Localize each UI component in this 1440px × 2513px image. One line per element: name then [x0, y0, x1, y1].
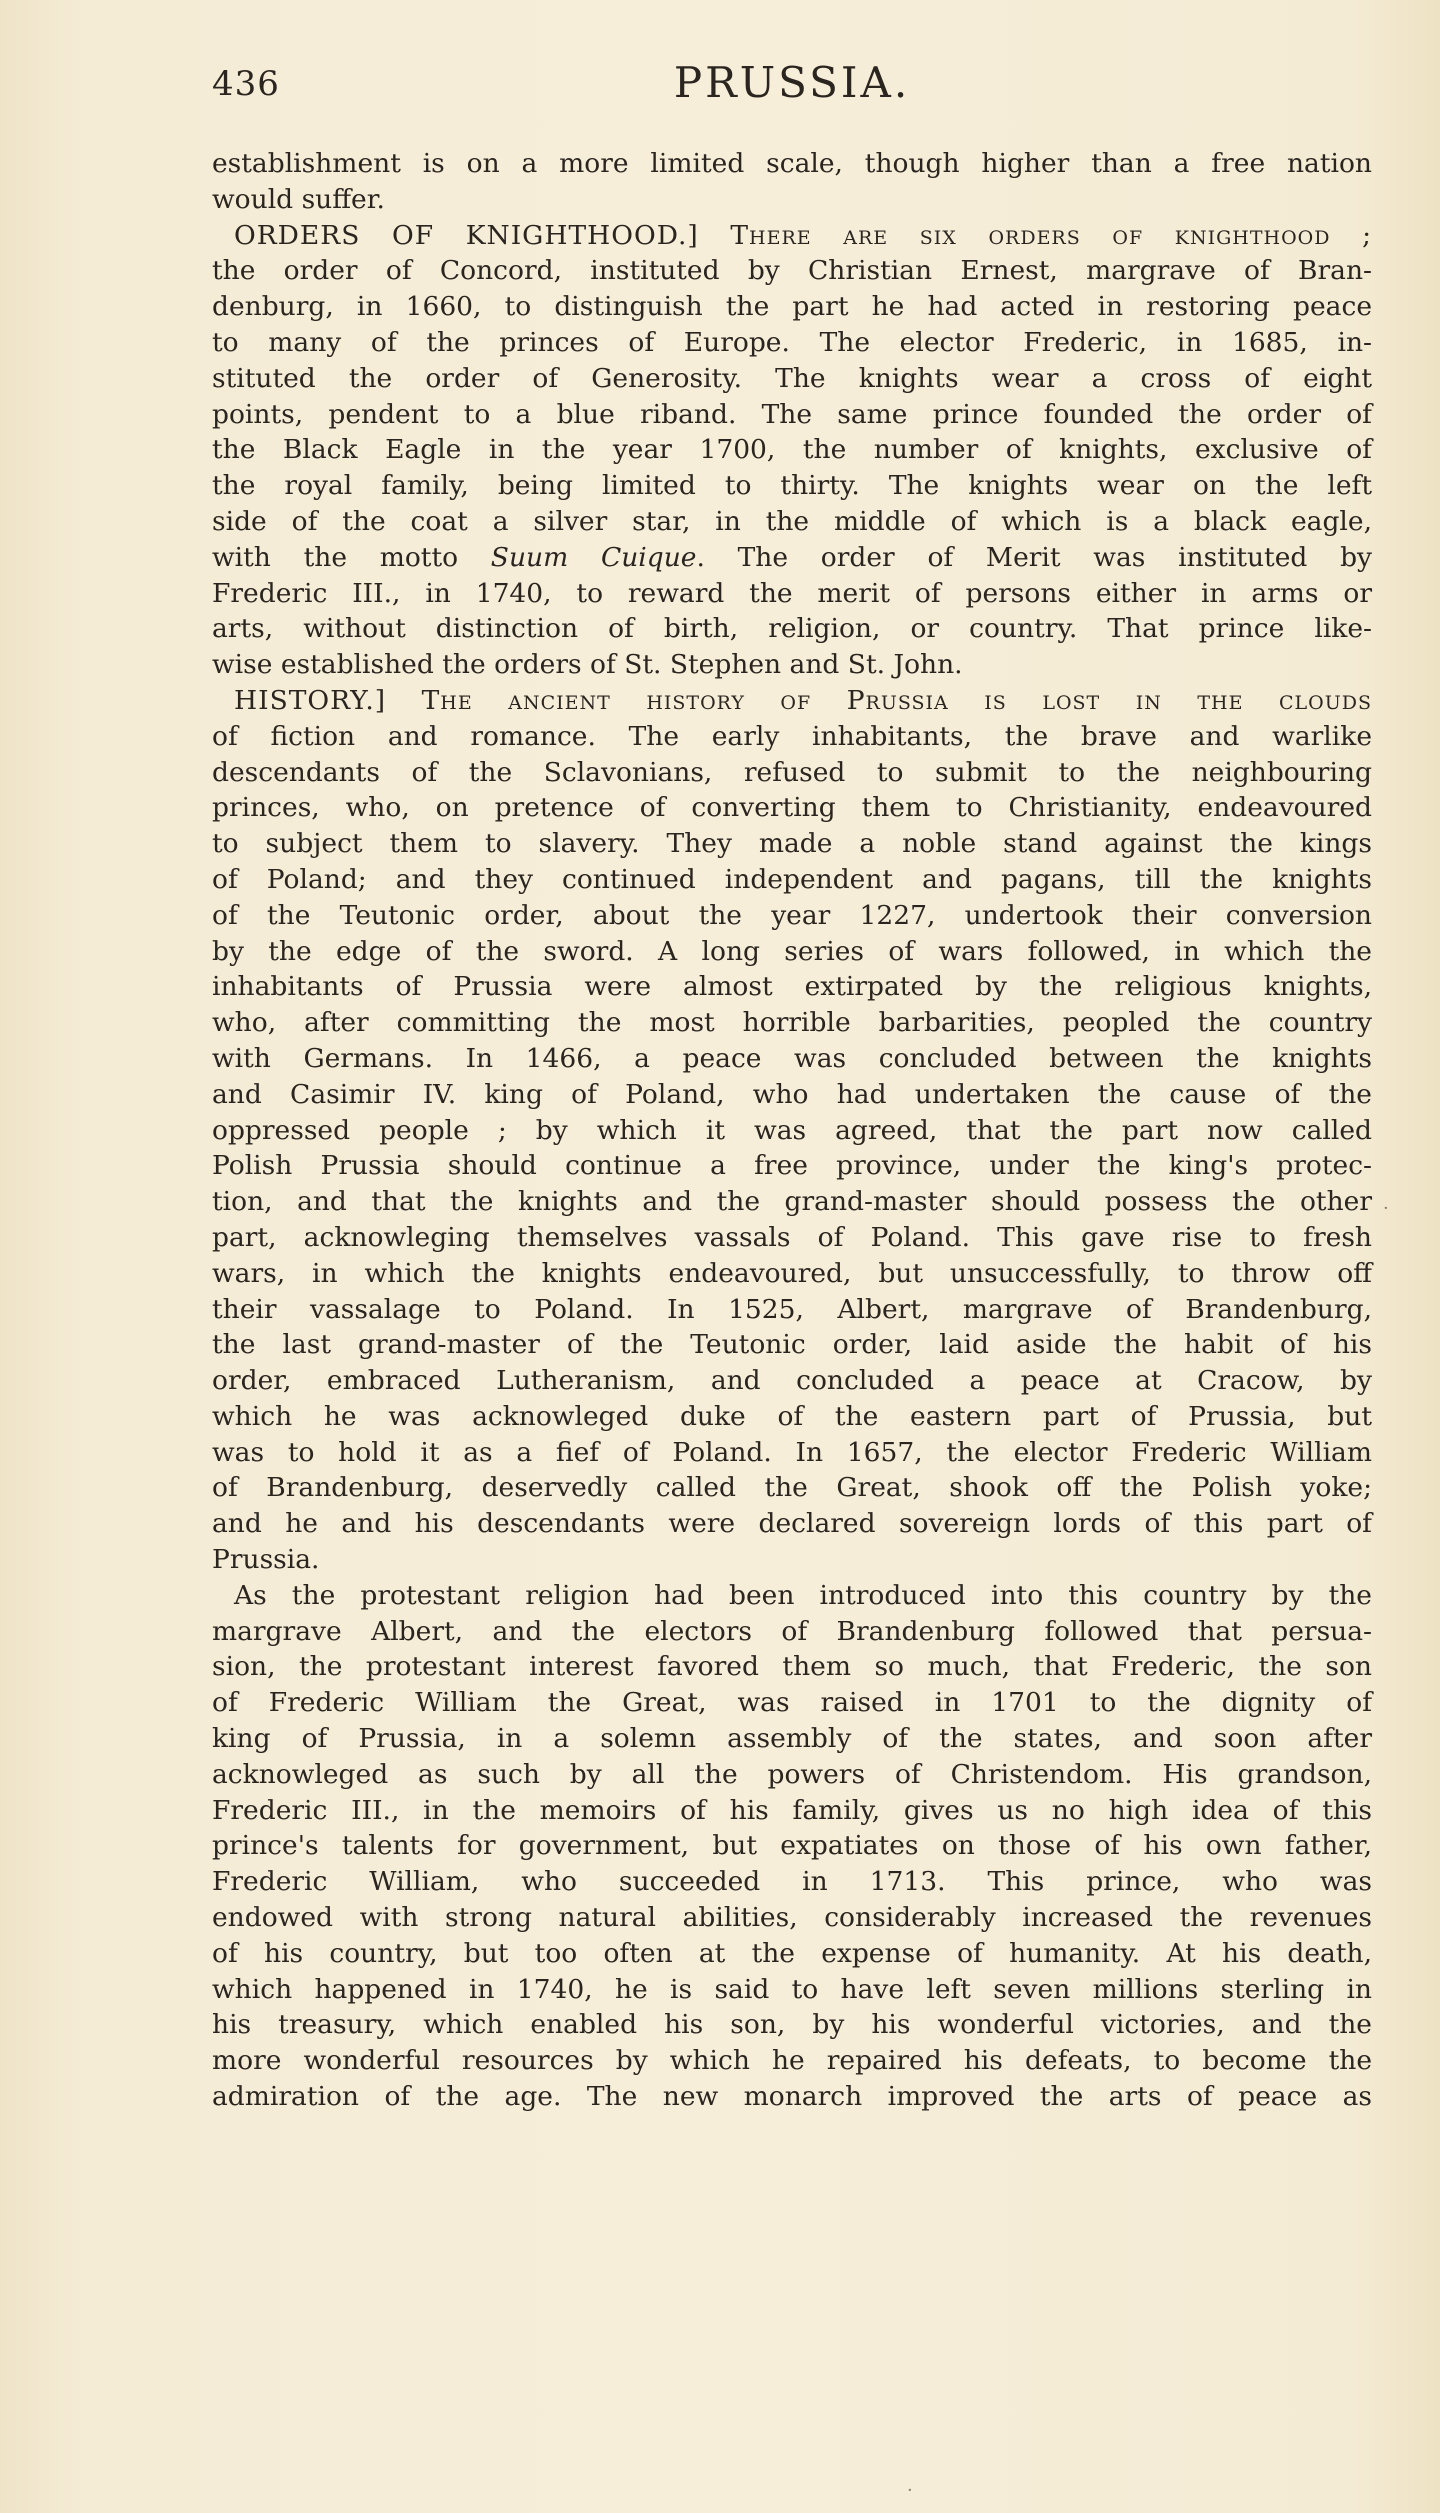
text-line: denburg, in 1660, to distinguish the part he had acted in restoring peace — [212, 291, 1372, 323]
page-speck: · — [907, 2480, 913, 2501]
text-line: king of Prussia, in a solemn assembly of the states, and soon after — [212, 1723, 1372, 1755]
text-line: wars, in which the knights endeavoured, but unsuccessfully, to throw off — [212, 1257, 1372, 1289]
text-line: the last grand-master of the Teutonic order, laid aside the habit of his — [212, 1329, 1372, 1361]
text-line: sion, the protestant interest favored them so much, that Frederic, the son — [212, 1651, 1372, 1683]
text-line: of Frederic William the Great, was raised in 1701 to the dignity of — [212, 1687, 1372, 1719]
text-line: admiration of the age. The new monarch improved the arts of peace as — [212, 2081, 1372, 2113]
text-line: with Germans. In 1466, a peace was concluded between the knights — [212, 1042, 1372, 1074]
text-line: oppressed people ; by which it was agreed, that the part now called — [212, 1114, 1372, 1146]
text-line: the order of Concord, instituted by Christian Ernest, margrave of Bran- — [212, 255, 1372, 287]
text-line: tion, and that the knights and the grand-master should possess the other — [212, 1186, 1372, 1218]
text-line: Frederic III., in the memoirs of his family, gives us no high idea of this — [212, 1794, 1372, 1826]
text-line: descendants of the Sclavonians, refused to submit to the neighbouring — [212, 756, 1372, 788]
text-line: Frederic III., in 1740, to reward the merit of persons either in arms or — [212, 577, 1372, 609]
running-head — [212, 58, 1372, 118]
text-line: the royal family, being limited to thirty. The knights wear on the left — [212, 470, 1372, 502]
page-speck: · — [1383, 1198, 1389, 1219]
text-line: would suffer. — [212, 183, 385, 215]
text-line: and Casimir IV. king of Poland, who had undertaken the cause of the — [212, 1078, 1372, 1110]
text-line: his treasury, which enabled his son, by his wonderful victories, and the — [212, 2009, 1372, 2041]
text-line: which happened in 1740, he is said to have left seven millions sterling in — [212, 1973, 1372, 2005]
text-line: order, embraced Lutheranism, and concluded a peace at Cracow, by — [212, 1365, 1372, 1397]
text-line: of Brandenburg, deservedly called the Great, shook off the Polish yoke; — [212, 1472, 1372, 1504]
text-line: more wonderful resources by which he repaired his defeats, to become the — [212, 2045, 1372, 2077]
text-line: of his country, but too often at the expense of humanity. At his death, — [212, 1937, 1372, 1969]
text-line: of the Teutonic order, about the year 1227, undertook their conversion — [212, 899, 1372, 931]
text-line: by the edge of the sword. A long series of wars followed, in which the — [212, 935, 1372, 967]
text-line: arts, without distinction of birth, religion, or country. That prince like- — [212, 613, 1372, 645]
text-line: side of the coat a silver star, in the middle of which is a black eagle, — [212, 505, 1372, 537]
text-line: with the motto Suum Cuique. The order of Merit was instituted by — [212, 541, 1373, 573]
text-line: points, pendent to a blue riband. The same prince founded the order of — [212, 398, 1372, 430]
text-line: Frederic William, who succeeded in 1713. This prince, who was — [212, 1866, 1372, 1898]
text-line: establishment is on a more limited scale, though higher than a free nation — [212, 148, 1372, 179]
text-line: the Black Eagle in the year 1700, the number of knights, exclusive of — [212, 434, 1372, 466]
motto-text: Suum Cuique — [490, 541, 697, 573]
section-heading-history: HISTORY.] The ancient history of Prussia is lost in the clouds — [234, 684, 1372, 716]
page-number: 436 — [212, 64, 280, 104]
text-line: princes, who, on pretence of converting them to Christianity, endeavoured — [212, 792, 1372, 824]
text-line: to many of the princes of Europe. The elector Frederic, in 1685, in- — [212, 326, 1372, 358]
text-line: prince's talents for government, but expatiates on those of his own father, — [212, 1830, 1372, 1862]
text-line: of fiction and romance. The early inhabitants, the brave and warlike — [212, 720, 1372, 752]
text-line: who, after committing the most horrible barbarities, peopled the country — [212, 1007, 1372, 1039]
text-line: wise established the orders of St. Stephen and St. John. — [212, 649, 963, 681]
text-line: to subject them to slavery. They made a noble stand against the kings — [212, 828, 1372, 860]
text-line: endowed with strong natural abilities, considerably increased the revenues — [212, 1902, 1372, 1934]
text-line: their vassalage to Poland. In 1525, Albert, margrave of Brandenburg, — [212, 1293, 1372, 1325]
body-text — [212, 146, 1372, 2115]
section-heading-orders-of-knighthood: ORDERS OF KNIGHTHOOD.] There are six orders of knighthood ; — [234, 219, 1372, 251]
text-line: which he was acknowleged duke of the eastern part of Prussia, but — [212, 1400, 1372, 1432]
text-line: Polish Prussia should continue a free province, under the king's protec- — [212, 1150, 1372, 1182]
paragraph-start: As the protestant religion had been introduced into this country by the — [234, 1579, 1372, 1611]
text-line: was to hold it as a fief of Poland. In 1657, the elector Frederic William — [212, 1436, 1372, 1468]
text-line: acknowleged as such by all the powers of Christendom. His grandson, — [212, 1758, 1372, 1790]
text-line: stituted the order of Generosity. The knights wear a cross of eight — [212, 362, 1372, 394]
text-line: Prussia. — [212, 1544, 320, 1576]
text-line: inhabitants of Prussia were almost extirpated by the religious knights, — [212, 971, 1372, 1003]
text-line: part, acknowleging themselves vassals of Poland. This gave rise to fresh — [212, 1221, 1372, 1253]
text-line: of Poland; and they continued independent and pagans, till the knights — [212, 863, 1372, 895]
page-title: PRUSSIA. — [673, 58, 911, 107]
text-line: and he and his descendants were declared sovereign lords of this part of — [212, 1508, 1372, 1540]
text-line: margrave Albert, and the electors of Brandenburg followed that persua- — [212, 1615, 1372, 1647]
